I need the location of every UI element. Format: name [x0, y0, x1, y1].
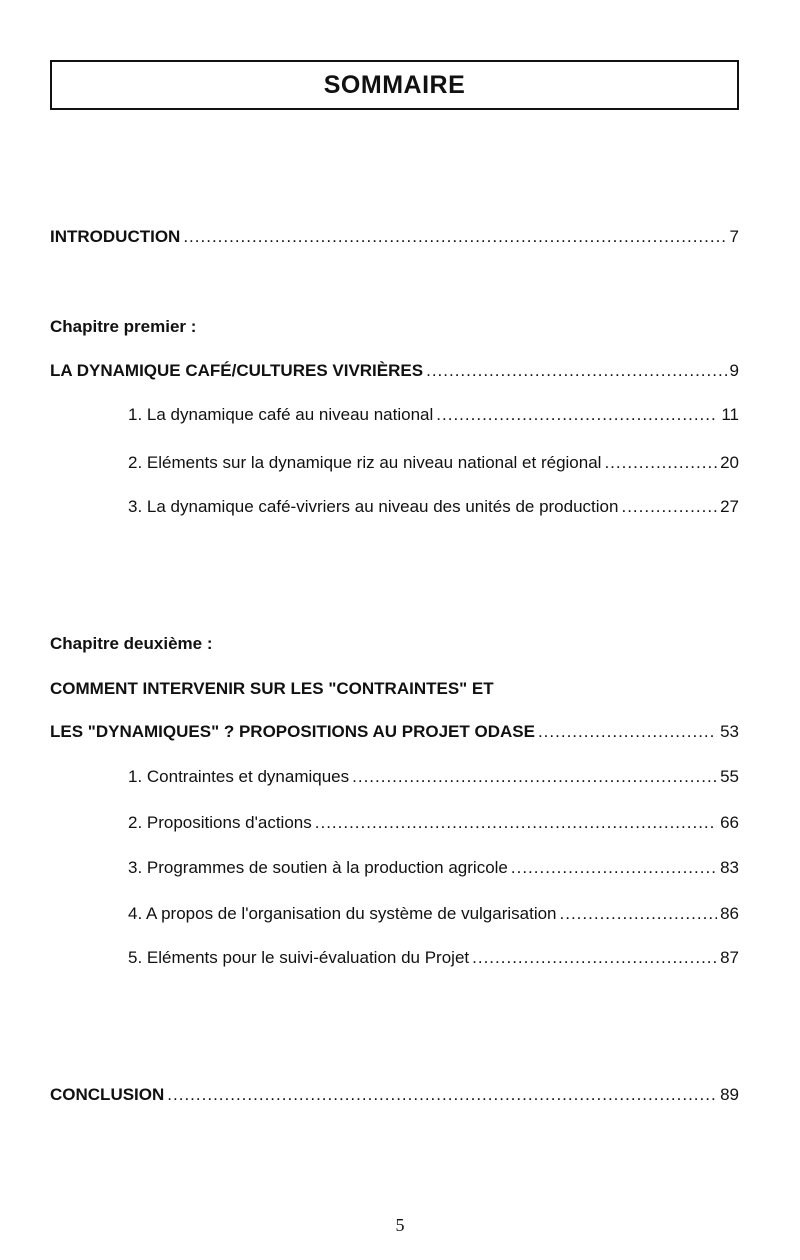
toc-label: CONCLUSION [50, 1085, 165, 1104]
toc-page-number: 83 [720, 858, 739, 877]
dot-leader [511, 857, 717, 879]
page-number: 5 [395, 1215, 405, 1235]
dot-leader [604, 452, 717, 474]
toc-entry-1-3[interactable] [128, 496, 739, 518]
dot-leader [560, 903, 718, 925]
toc-label: 3. La dynamique café-vivriers au niveau des unités de production [128, 497, 619, 516]
toc-page-number: 27 [720, 497, 739, 516]
dot-leader [538, 721, 717, 743]
toc-label: 1. La dynamique café au niveau national [128, 405, 434, 424]
toc-page-number: 20 [720, 453, 739, 472]
toc-page-number: 89 [720, 1085, 739, 1104]
toc-page-number: 66 [720, 813, 739, 832]
toc-entry-introduction[interactable] [50, 226, 739, 248]
toc-label: 2. Eléments sur la dynamique riz au niveau national et régional [128, 453, 602, 472]
toc-label: 4. A propos de l'organisation du système de vulgarisation [128, 904, 557, 923]
dot-leader [621, 496, 717, 518]
toc-page-number: 53 [720, 722, 739, 741]
page-title: SOMMAIRE [323, 70, 466, 99]
dot-leader [472, 947, 717, 969]
toc-page-number: 11 [721, 405, 739, 424]
toc-label: INTRODUCTION [50, 227, 181, 246]
chapter-1-heading: Chapitre premier : [50, 317, 197, 336]
chapter-2-title-line-1: COMMENT INTERVENIR SUR LES "CONTRAINTES" ET [50, 679, 494, 698]
dot-leader [315, 812, 717, 834]
toc-label: 5. Eléments pour le suivi-évaluation du Projet [128, 948, 470, 967]
toc-entry-1-1[interactable] [128, 404, 739, 426]
toc-page-number: 87 [720, 948, 739, 967]
toc-label: LES "DYNAMIQUES" ? PROPOSITIONS AU PROJET ODASE [50, 722, 535, 741]
dot-leader [426, 360, 726, 382]
toc-entry-1-2[interactable] [128, 452, 739, 474]
toc-page-number: 55 [720, 767, 739, 786]
toc-entry-chapter-1[interactable] [50, 360, 739, 382]
toc-page-number: 9 [729, 361, 739, 380]
toc-label: 3. Programmes de soutien à la production agricole [128, 858, 508, 877]
toc-entry-2-5[interactable] [128, 947, 739, 969]
title-box [50, 60, 739, 110]
toc-page-number: 7 [729, 227, 739, 246]
dot-leader [167, 1084, 717, 1106]
toc-label: 1. Contraintes et dynamiques [128, 767, 350, 786]
chapter-2-heading: Chapitre deuxième : [50, 634, 213, 653]
toc-entry-2-3[interactable] [128, 857, 739, 879]
dot-leader [352, 766, 717, 788]
toc-page-number: 86 [720, 904, 739, 923]
toc-label: 2. Propositions d'actions [128, 813, 312, 832]
toc-entry-2-4[interactable] [128, 903, 739, 925]
toc-entry-2-1[interactable] [128, 766, 739, 788]
toc-entry-2-2[interactable] [128, 812, 739, 834]
toc-label: LA DYNAMIQUE CAFÉ/CULTURES VIVRIÈRES [50, 361, 424, 380]
dot-leader [436, 404, 718, 426]
toc-entry-conclusion[interactable] [50, 1084, 739, 1106]
toc-entry-chapter-2[interactable] [50, 721, 739, 743]
dot-leader [183, 226, 726, 248]
